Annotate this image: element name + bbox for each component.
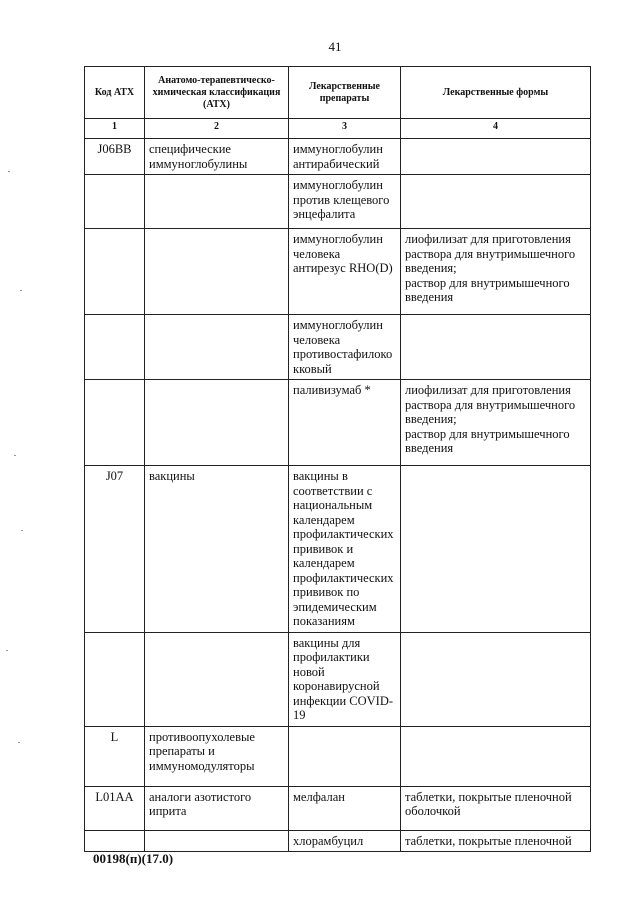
dosage-form-cell: [401, 139, 591, 175]
atc-code-cell: J07: [85, 466, 145, 633]
column-number: 1: [85, 119, 145, 139]
page-number: 41: [328, 39, 342, 54]
drug-name-cell: [289, 726, 401, 786]
drug-name-cell: иммуноглобулин антирабический: [289, 139, 401, 175]
dosage-form-cell: [401, 175, 591, 229]
classification-cell: [145, 315, 289, 380]
drug-name-cell: вакцины для профилактики новой коронавирусной инфекции COVID-19: [289, 632, 401, 726]
dosage-form-cell: [401, 315, 591, 380]
table-row: [85, 315, 591, 380]
atc-code-cell: [85, 229, 145, 315]
header-code: Код АТХ: [85, 67, 145, 119]
drug-name-cell: паливизумаб *: [289, 380, 401, 466]
table-row: [85, 229, 591, 315]
header-classification: Анатомо-терапевтическо-химическая классификация (АТХ): [145, 67, 289, 119]
dosage-form-cell: [401, 632, 591, 726]
table-row: [85, 632, 591, 726]
scan-speck: [8, 171, 10, 172]
table-row: [85, 139, 591, 175]
header-forms: Лекарственные формы: [401, 67, 591, 119]
dosage-form-cell: таблетки, покрытые пленочной оболочкой: [401, 786, 591, 830]
classification-cell: [145, 632, 289, 726]
dosage-form-cell: таблетки, покрытые пленочной: [401, 830, 591, 852]
column-number: 2: [145, 119, 289, 139]
atc-code-cell: [85, 380, 145, 466]
scan-speck: [6, 650, 8, 651]
atc-code-cell: [85, 315, 145, 380]
classification-cell: [145, 229, 289, 315]
column-number-row: [85, 119, 591, 139]
scan-speck: [18, 742, 20, 743]
scan-speck: [14, 455, 16, 456]
dosage-form-cell: [401, 466, 591, 633]
classification-cell: [145, 380, 289, 466]
classification-cell: аналоги азотистого иприта: [145, 786, 289, 830]
classification-cell: [145, 175, 289, 229]
atc-code-cell: [85, 830, 145, 852]
atc-code-cell: [85, 632, 145, 726]
drug-name-cell: иммуноглобулин против клещевого энцефалита: [289, 175, 401, 229]
dosage-form-cell: лиофилизат для приготовления раствора для внутримышечного введения; раствор для внутримышечного введения: [401, 380, 591, 466]
classification-cell: специфические иммуноглобулины: [145, 139, 289, 175]
table-row: [85, 380, 591, 466]
dosage-form-cell: [401, 726, 591, 786]
classification-cell: противоопухолевые препараты и иммуномодуляторы: [145, 726, 289, 786]
drug-name-cell: мелфалан: [289, 786, 401, 830]
table-row: [85, 786, 591, 830]
table-row: [85, 726, 591, 786]
document-code: 00198(п)(17.0): [93, 851, 174, 866]
drug-name-cell: вакцины в соответствии с национальным календарем профилактических прививок и календарем профилактических прививок по эпидемическим показаниям: [289, 466, 401, 633]
dosage-form-cell: лиофилизат для приготовления раствора для внутримышечного введения; раствор для внутримышечного введения: [401, 229, 591, 315]
table-header-row: [85, 67, 591, 119]
table-row: [85, 830, 591, 852]
header-drugs: Лекарственные препараты: [289, 67, 401, 119]
drug-name-cell: хлорамбуцил: [289, 830, 401, 852]
classification-cell: вакцины: [145, 466, 289, 633]
table-row: [85, 175, 591, 229]
table-row: [85, 466, 591, 633]
scan-speck: [21, 530, 23, 531]
classification-cell: [145, 830, 289, 852]
drug-name-cell: иммуноглобулин человека антирезус RHO(D): [289, 229, 401, 315]
atc-code-cell: J06BB: [85, 139, 145, 175]
scan-speck: [20, 290, 22, 291]
column-number: 3: [289, 119, 401, 139]
atc-code-cell: [85, 175, 145, 229]
column-number: 4: [401, 119, 591, 139]
drug-name-cell: иммуноглобулин человека противостафилококковый: [289, 315, 401, 380]
atc-table: [84, 66, 591, 852]
atc-code-cell: L01AA: [85, 786, 145, 830]
atc-code-cell: L: [85, 726, 145, 786]
